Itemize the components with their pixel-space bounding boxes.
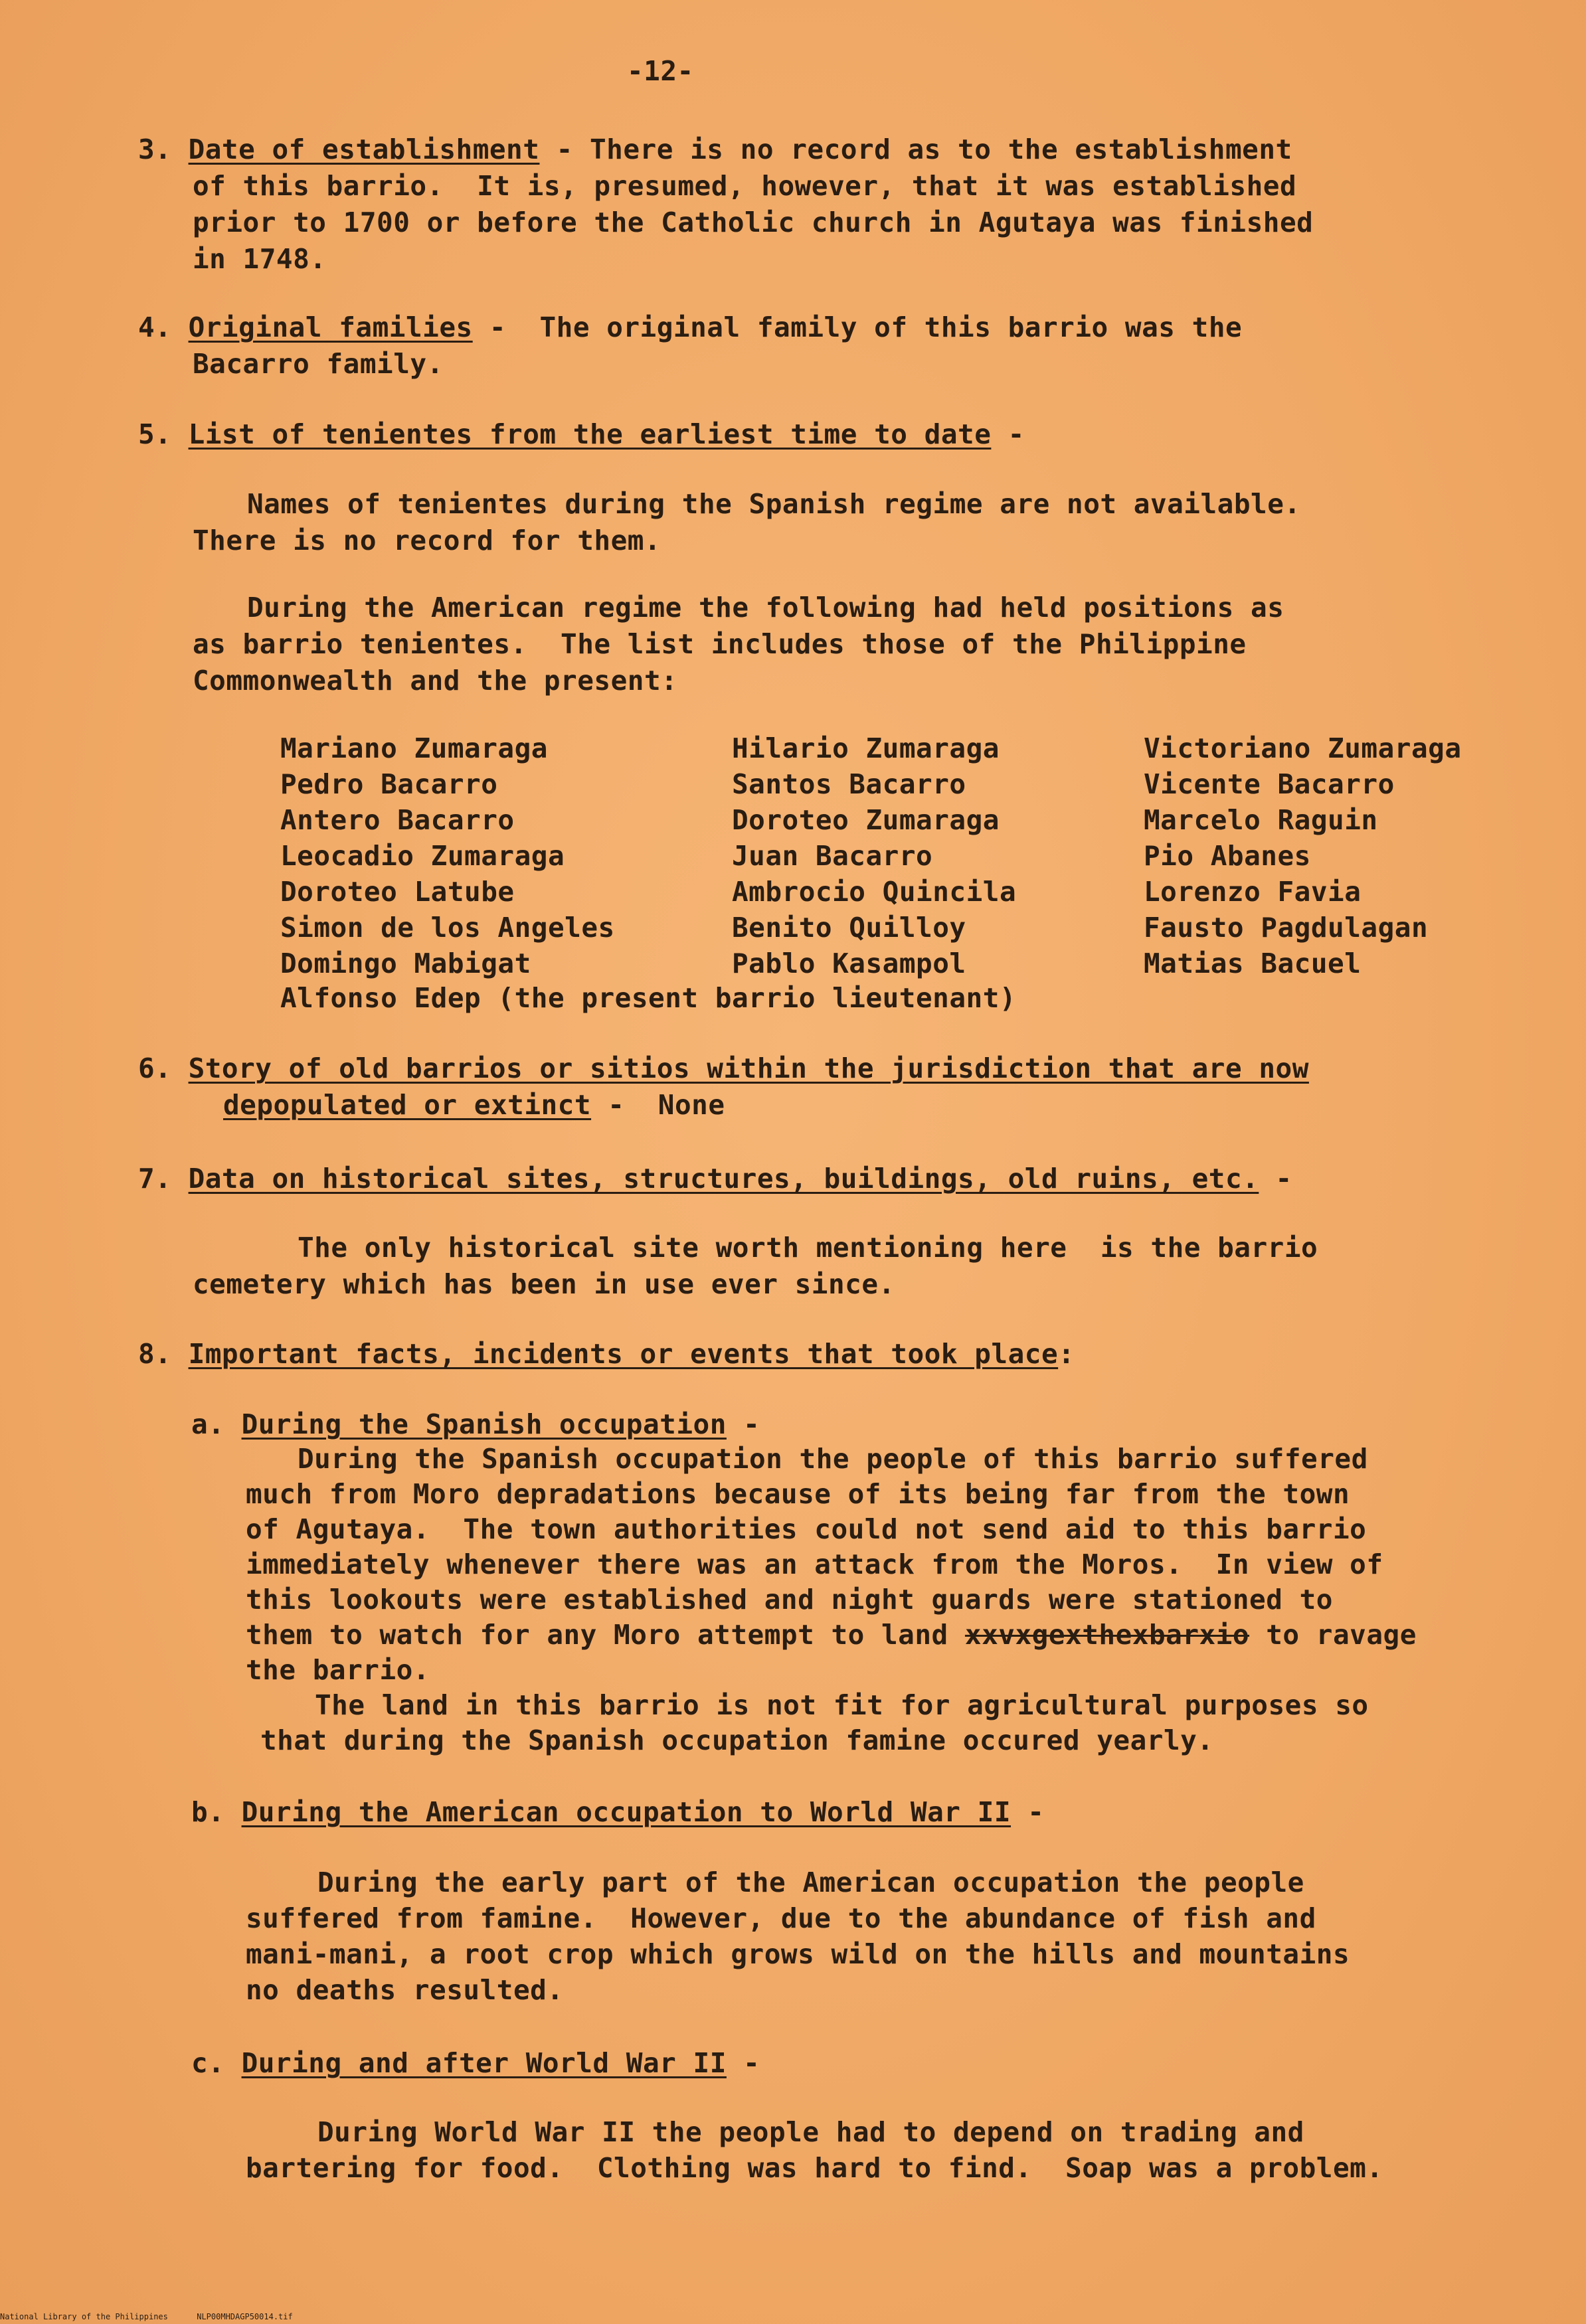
teniente-list-item: Vicente Bacarro <box>1144 768 1395 800</box>
subsection-c-line-1: During World War II the people had to depend on trading and <box>317 2116 1304 2148</box>
subsection-c-line-2: bartering for food. Clothing was hard to find. Soap was a problem. <box>246 2152 1383 2184</box>
subsection-a-dash: - <box>726 1408 760 1440</box>
section-6-heading-line-2 <box>223 1087 725 1123</box>
section-5-para2-line-2: as barrio tenientes. The list includes those of the Philippine <box>193 628 1247 660</box>
teniente-list-item: Lorenzo Favia <box>1144 876 1362 908</box>
section-7-number: 7. <box>138 1163 172 1195</box>
section-5-heading: List of tenientes from the earliest time to date <box>188 418 992 450</box>
section-5-para2-line-3: Commonwealth and the present: <box>193 665 678 697</box>
scan-footer <box>0 2312 293 2321</box>
section-3-line-3: prior to 1700 or before the Catholic church in Agutaya was finished <box>193 207 1314 238</box>
teniente-list-item: Mariano Zumaraga <box>280 732 548 764</box>
section-7-line-1: The only historical site worth mentioning here is the barrio <box>298 1232 1318 1264</box>
page-number: -12- <box>627 55 694 87</box>
footer-filename: NLP00MHDAGP50014.tif <box>197 2312 293 2321</box>
subsection-b-heading-line <box>191 1794 1044 1831</box>
teniente-list-item: Antero Bacarro <box>280 804 515 836</box>
struck-out-text: xxvxgexthexbarxio <box>964 1619 1250 1651</box>
subsection-a-line-1: During the Spanish occupation the people of this barrio suffered <box>298 1443 1368 1475</box>
section-5-para2-line-1: During the American regime the following had held positions as <box>247 592 1284 623</box>
teniente-present: Alfonso Edep (the present barrio lieutenant) <box>280 982 1017 1014</box>
teniente-list-item: Pio Abanes <box>1144 840 1311 872</box>
section-6-number: 6. <box>138 1052 172 1084</box>
subsection-c-heading-line <box>191 2045 760 2082</box>
teniente-list-item: Doroteo Zumaraga <box>732 804 1000 836</box>
subsection-c-label: c. <box>191 2047 225 2079</box>
subsection-a-heading: During the Spanish occupation <box>241 1408 727 1440</box>
teniente-list-item: Doroteo Latube <box>280 876 515 908</box>
section-5-heading-line <box>138 416 1025 453</box>
teniente-list-item: Victoriano Zumaraga <box>1144 732 1462 764</box>
section-5-para1-line-1: Names of tenientes during the Spanish regime are not available. <box>247 488 1301 520</box>
teniente-list-item: Ambrocio Quincila <box>732 876 1017 908</box>
section-7-heading-line <box>138 1161 1292 1197</box>
teniente-list-item: Benito Quilloy <box>732 912 966 944</box>
teniente-list-item: Santos Bacarro <box>732 768 966 800</box>
section-3-line-2: of this barrio. It is, presumed, however, that it was established <box>193 170 1297 202</box>
section-3-heading: Date of establishment <box>188 133 540 165</box>
subsection-b-line-3: mani-mani, a root crop which grows wild on the hills and mountains <box>246 1938 1350 1970</box>
section-4-number: 4. <box>138 311 172 343</box>
section-3-first-line <box>138 131 1292 168</box>
subsection-a-line-7: the barrio. <box>246 1654 430 1686</box>
teniente-list-item: Marcelo Raguin <box>1144 804 1378 836</box>
section-4-dash: - <box>472 311 540 343</box>
teniente-list-item: Hilario Zumaraga <box>732 732 1000 764</box>
section-8-heading: Important facts, incidents or events that took place <box>188 1338 1059 1370</box>
teniente-list-item: Leocadio Zumaraga <box>280 840 565 872</box>
section-3-line-1: There is no record as to the establishment <box>590 133 1292 165</box>
subsection-b-line-4: no deaths resulted. <box>246 1974 564 2006</box>
subsection-a-line-6-start: them to watch for any Moro attempt to land <box>246 1619 965 1651</box>
section-4-line-2: Bacarro family. <box>193 348 444 380</box>
teniente-list-item: Pedro Bacarro <box>280 768 498 800</box>
section-6-heading-part-2: depopulated or extinct <box>223 1089 592 1121</box>
teniente-list-item: Juan Bacarro <box>732 840 933 872</box>
section-6-heading-line-1 <box>138 1050 1309 1087</box>
teniente-list-item: Fausto Pagdulagan <box>1144 912 1429 944</box>
teniente-list-item: Matias Bacuel <box>1144 948 1362 979</box>
subsection-c-heading: During and after World War II <box>241 2047 727 2079</box>
subsection-a-line-4: immediately whenever there was an attack from the Moros. In view of <box>246 1548 1383 1580</box>
subsection-b-dash: - <box>1011 1796 1045 1828</box>
subsection-a-line-5: this lookouts were established and night guards were stationed to <box>246 1584 1333 1616</box>
subsection-a-para2-line-2: that during the Spanish occupation famine occured yearly. <box>260 1724 1214 1756</box>
section-5-number: 5. <box>138 418 172 450</box>
teniente-list-item: Domingo Mabigat <box>280 948 531 979</box>
subsection-c-dash: - <box>726 2047 760 2079</box>
section-4-line-1: The original family of this barrio was the <box>539 311 1243 343</box>
subsection-a-label: a. <box>191 1408 225 1440</box>
section-8-colon: : <box>1058 1338 1075 1370</box>
teniente-list-item: Simon de los Angeles <box>280 912 615 944</box>
section-7-dash: - <box>1259 1163 1292 1195</box>
teniente-list-item: Pablo Kasampol <box>732 948 966 979</box>
section-3-number: 3. <box>138 133 172 165</box>
section-4-heading: Original families <box>188 311 473 343</box>
section-5-dash: - <box>991 418 1025 450</box>
subsection-a-line-3: of Agutaya. The town authorities could not send aid to this barrio <box>246 1513 1367 1545</box>
section-3-dash: - <box>539 133 590 165</box>
subsection-a-para2-line-1: The land in this barrio is not fit for agricultural purposes so <box>315 1689 1369 1721</box>
subsection-a-heading-line <box>191 1406 760 1443</box>
section-7-line-2: cemetery which has been in use ever since. <box>193 1268 895 1300</box>
subsection-a-line-2: much from Moro depradations because of its being far from the town <box>246 1478 1350 1510</box>
section-3-line-4: in 1748. <box>193 243 327 275</box>
footer-library: National Library of the Philippines <box>0 2312 168 2321</box>
subsection-b-heading: During the American occupation to World War II <box>241 1796 1012 1828</box>
section-7-heading: Data on historical sites, structures, buildings, old ruins, etc. <box>188 1163 1259 1195</box>
subsection-a-line-6 <box>246 1617 1417 1653</box>
section-6-heading-part-1: Story of old barrios or sitios within the jurisdiction that are now <box>188 1052 1309 1084</box>
subsection-b-label: b. <box>191 1796 225 1828</box>
section-8-heading-line <box>138 1336 1075 1372</box>
section-6-answer: - None <box>591 1089 725 1121</box>
section-5-para1-line-2: There is no record for them. <box>193 525 661 556</box>
subsection-a-line-6-end: to ravage <box>1249 1619 1417 1651</box>
section-4-first-line <box>138 309 1242 346</box>
section-8-number: 8. <box>138 1338 172 1370</box>
subsection-b-line-1: During the early part of the American occupation the people <box>317 1867 1304 1898</box>
subsection-b-line-2: suffered from famine. However, due to the abundance of fish and <box>246 1902 1316 1934</box>
